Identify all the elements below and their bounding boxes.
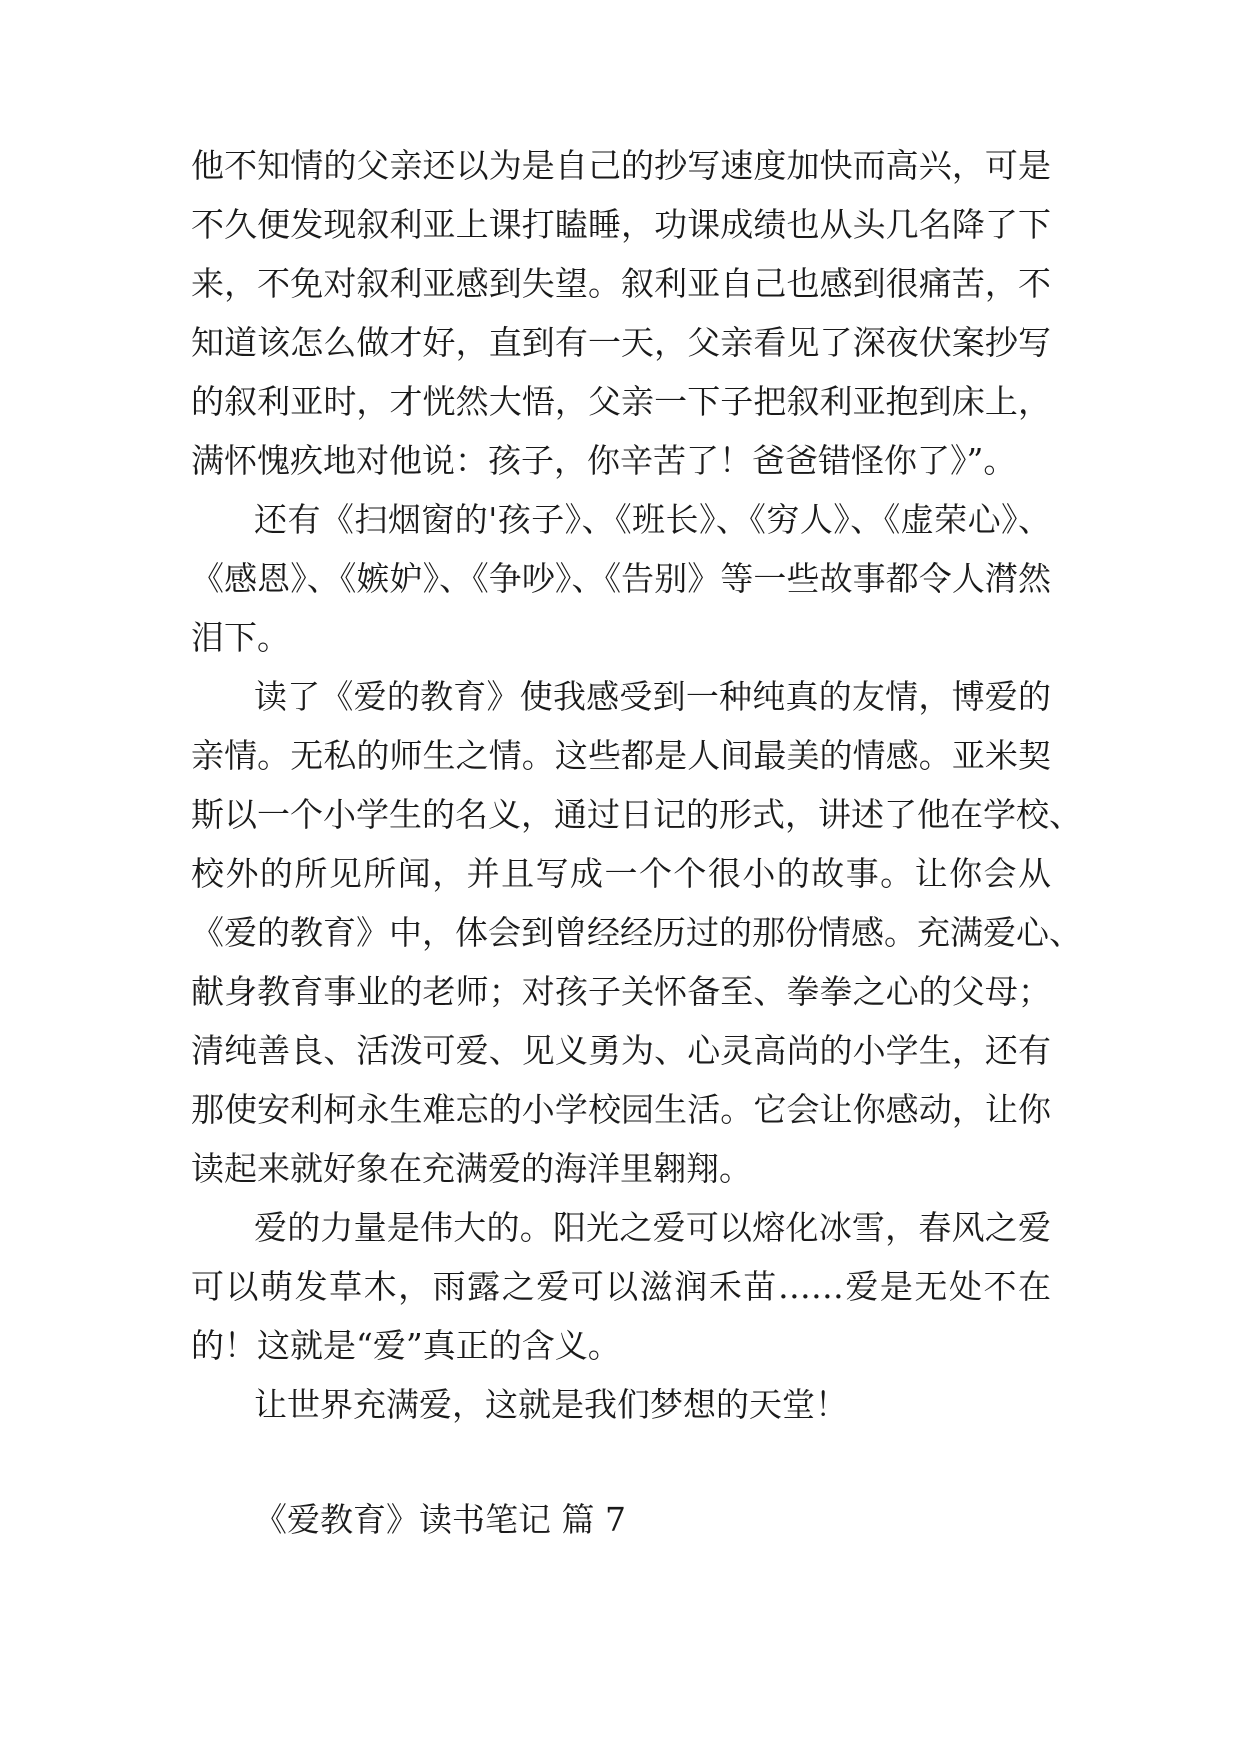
paragraph-1-line-6: 满怀愧疚地对他说：孩子，你辛苦了！爸爸错怪你了》”。 bbox=[191, 441, 1017, 480]
paragraph-3-line-4: 校外的所见所闻，并且写成一个个很小的故事。让你会从 bbox=[191, 854, 1051, 893]
paragraph-1-line-1: 他不知情的父亲还以为是自己的抄写速度加快而高兴，可是 bbox=[191, 146, 1051, 185]
paragraph-2-line-2: 《感恩》、《嫉妒》、《争吵》、《告别》等一些故事都令人潸然 bbox=[191, 559, 1051, 598]
paragraph-4-line-3: 的！这就是“爱”真正的含义。 bbox=[191, 1326, 621, 1365]
paragraph-3-line-1: 读了《爱的教育》使我感受到一种纯真的友情，博爱的 bbox=[254, 677, 1051, 716]
paragraph-3-line-6: 献身教育事业的老师；对孩子关怀备至、拳拳之心的父母； bbox=[191, 972, 1051, 1011]
paragraph-3-line-3: 斯以一个小学生的名义，通过日记的形式，讲述了他在学校、 bbox=[191, 795, 1082, 834]
section-heading: 《爱教育》读书笔记 篇 7 bbox=[254, 1500, 626, 1539]
paragraph-3-line-2: 亲情。无私的师生之情。这些都是人间最美的情感。亚米契 bbox=[191, 736, 1051, 775]
paragraph-1-line-5: 的叙利亚时，才恍然大悟，父亲一下子把叙利亚抱到床上， bbox=[191, 382, 1051, 421]
paragraph-3-line-9: 读起来就好象在充满爱的海洋里翱翔。 bbox=[191, 1149, 752, 1188]
paragraph-4-line-1: 爱的力量是伟大的。阳光之爱可以熔化冰雪，春风之爱 bbox=[254, 1208, 1051, 1247]
paragraph-4-line-2: 可以萌发草木，雨露之爱可以滋润禾苗……爱是无处不在 bbox=[191, 1267, 1051, 1306]
paragraph-2-line-1: 还有《扫烟窗的'孩子》、《班长》、《穷人》、《虚荣心》、 bbox=[254, 500, 1051, 539]
paragraph-2-line-3: 泪下。 bbox=[191, 618, 290, 657]
paragraph-1-line-4: 知道该怎么做才好，直到有一天，父亲看见了深夜伏案抄写 bbox=[191, 323, 1051, 362]
paragraph-5-line-1: 让世界充满爱，这就是我们梦想的天堂！ bbox=[254, 1385, 848, 1424]
paragraph-1-line-2: 不久便发现叙利亚上课打瞌睡，功课成绩也从头几名降了下 bbox=[191, 205, 1051, 244]
paragraph-3-line-5: 《爱的教育》中，体会到曾经经历过的那份情感。充满爱心、 bbox=[191, 913, 1082, 952]
paragraph-3-line-7: 清纯善良、活泼可爱、见义勇为、心灵高尚的小学生，还有 bbox=[191, 1031, 1051, 1070]
paragraph-1-line-3: 来，不免对叙利亚感到失望。叙利亚自己也感到很痛苦，不 bbox=[191, 264, 1051, 303]
paragraph-3-line-8: 那使安利柯永生难忘的小学校园生活。它会让你感动，让你 bbox=[191, 1090, 1051, 1129]
